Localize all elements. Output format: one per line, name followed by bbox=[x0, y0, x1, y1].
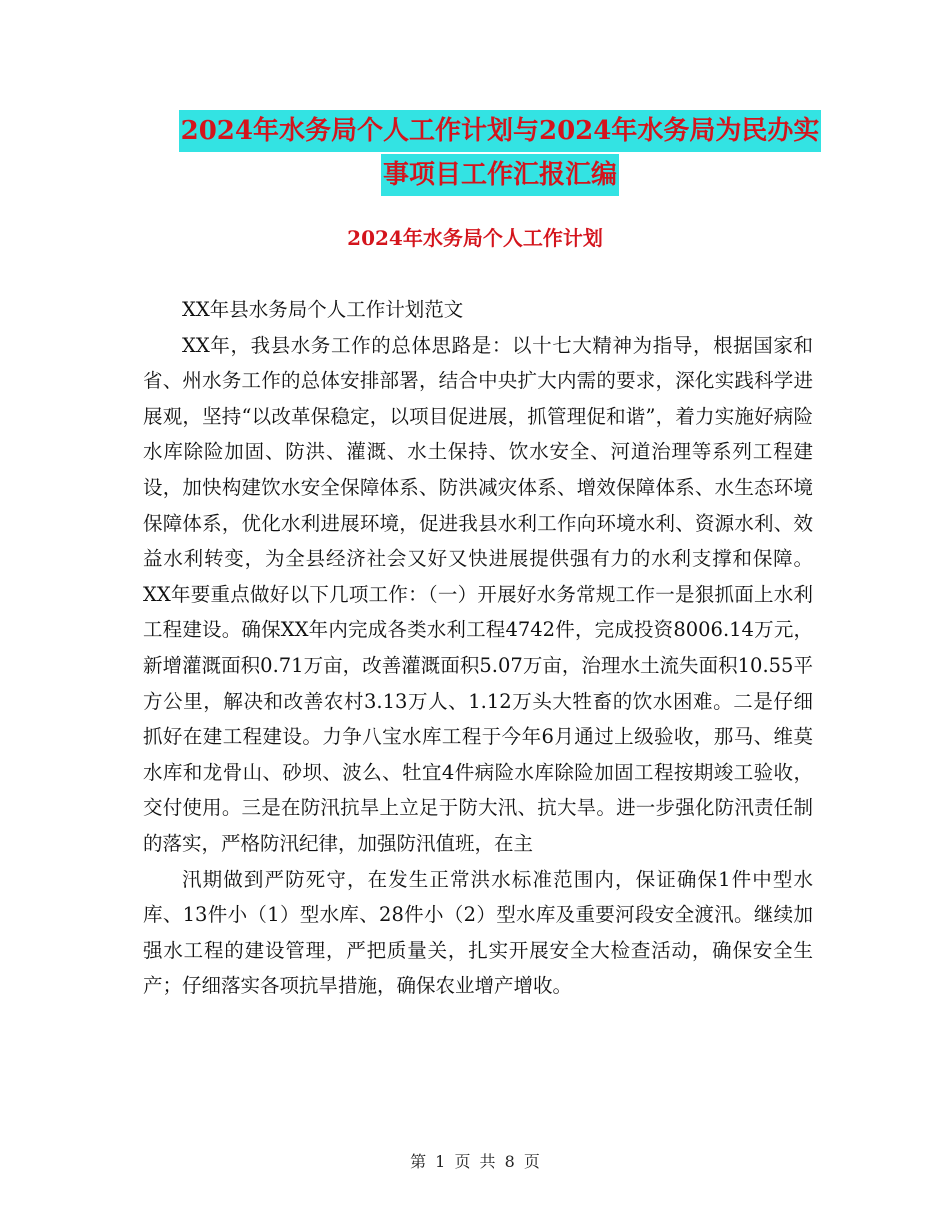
paragraph-2: XX年，我县水务工作的总体思路是：以十七大精神为指导，根据国家和省、州水务工作的总体安排部署，结合中央扩大内需的要求，深化实践科学进展观，坚持“以改革保稳定，以项目促进展，抓管理促和谐”，着力实施好病险水库除险加固、防洪、灌溉、水土保持、饮水安全、河道治理等系列工程建设，加快构建饮水安全保障体系、防洪减灾体系、增效保障体系、水生态环境保障体系，优化水利进展环境，促进我县水利工作向环境水利、资源水利、效益水利转变，为全县经济社会又好又快进展提供强有力的水利支撑和保障。XX年要重点做好以下几项工作：（一）开展好水务常规工作一是狠抓面上水利工程建设。确保XX年内完成各类水利工程4742件，完成投资8006.14万元，新增灌溉面积0.71万亩，改善灌溉面积5.07万亩，治理水土流失面积10.55平方公里，解决和改善农村3.13万人、1.12万头大牲畜的饮水困难。二是仔细抓好在建工程建设。力争八宝水库工程于今年6月通过上级验收，那马、维莫水库和龙骨山、砂坝、波么、牡宜4件病险水库除险加固工程按期竣工验收，交付使用。三是在防汛抗旱上立足于防大汛、抗大旱。进一步强化防汛责任制的落实，严格防汛纪律，加强防汛值班，在主 bbox=[143, 333, 813, 855]
document-title-line-2: 事项目工作汇报汇编 bbox=[381, 154, 619, 196]
document-body bbox=[143, 292, 813, 1004]
paragraph-3: 汛期做到严防死守，在发生正常洪水标准范围内，保证确保1件中型水库、13件小（1）型水库、28件小（2）型水库及重要河段安全渡汛。继续加强水工程的建设管理，严把质量关，扎实开展安全大检查活动，确保安全生产；仔细落实各项抗旱措施，确保农业增产增收。 bbox=[143, 867, 813, 998]
document-title bbox=[140, 110, 860, 196]
section-title: 2024年水务局个人工作计划 bbox=[347, 226, 603, 250]
paragraph-1: XX年县水务局个人工作计划范文 bbox=[182, 298, 464, 321]
page-footer: 第 1 页 共 8 页 bbox=[410, 1152, 540, 1171]
document-title-line-1: 2024年水务局个人工作计划与2024年水务局为民办实 bbox=[179, 110, 822, 152]
